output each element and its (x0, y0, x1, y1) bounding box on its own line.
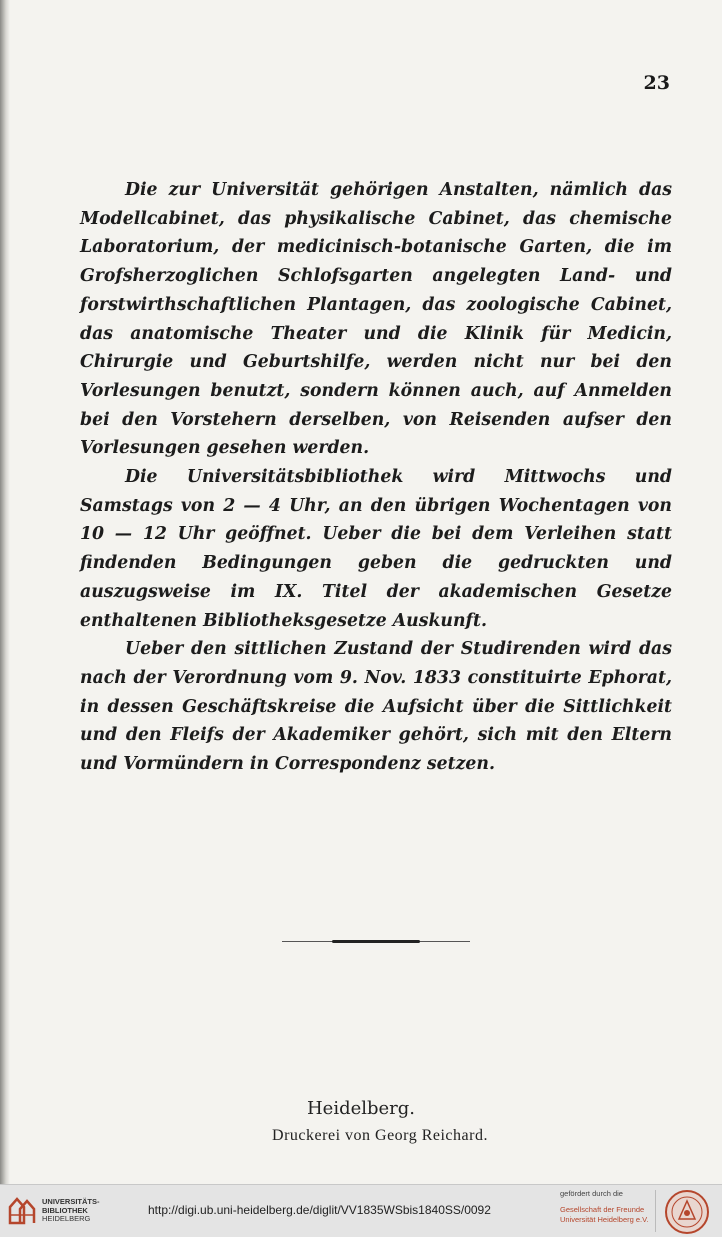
library-name[interactable] (42, 1198, 100, 1224)
sponsor-label: gefördert durch die (560, 1189, 623, 1198)
university-library-logo-icon[interactable] (8, 1195, 36, 1225)
sponsor-name-line2: Universität Heidelberg e.V. (560, 1214, 649, 1224)
imprint-printer: Druckerei von Georg Reichard. (272, 1127, 488, 1144)
library-name-line3: HEIDELBERG (42, 1214, 91, 1223)
divider-thick-rule (332, 940, 420, 943)
paragraph-library: Die Universitätsbibliothek wird Mittwochs und Samstags von 2 — 4 Uhr, an den übrigen Wochentagen von 10 — 12 Uhr geöffnet. Ueber die bei dem Verleihen statt findenden Bedingungen geben die gedruckten und auszugsweise im IX. Titel der akademischen Gesetze enthaltenen Bibliotheksgesetze Auskunft. (80, 467, 672, 631)
viewer-footer-bar (0, 1184, 722, 1237)
paragraph-ephorat: Ueber den sittlichen Zustand der Studirenden wird das nach der Verordnung vom 9. Nov. 1833 constituirte Ephorat, in dessen Geschäftskreise die Aufsicht über die Sittlichkeit und den Fleifs der Akademiker gehört, sich mit den Eltern und Vormündern in Correspondenz setzen. (80, 639, 672, 775)
permalink-url[interactable]: http://digi.ub.uni-heidelberg.de/diglit/VV1835WSbis1840SS/0092 (148, 1203, 491, 1217)
body-text (80, 176, 672, 779)
ornamental-divider (282, 939, 470, 944)
imprint-place: Heidelberg. (306, 1098, 416, 1119)
university-seal-icon (664, 1189, 710, 1235)
paragraph-institutions: Die zur Universität gehörigen Anstalten, nämlich das Modellcabinet, das physikalische Cabinet, das chemische Laboratorium, der medicinisch-botanische Garten, die im Grofsherzoglichen Schlofsgarten angelegten Land- und forstwirthschaftlichen Plantagen, das zoologische Cabinet, das anatomische Theater und die Klinik für Medicin, Chirurgie und Geburtshilfe, werden nicht nur bei den Vorlesungen benutzt, sondern können auch, auf Anmelden bei den Vorstehern derselben, von Reisenden aufser den Vorlesungen gesehen werden. (80, 180, 672, 459)
library-name-line2: BIBLIOTHEK (42, 1205, 88, 1215)
sponsor-separator (655, 1190, 656, 1232)
sponsor-name[interactable] (560, 1205, 649, 1224)
page-number: 23 (643, 72, 670, 94)
sponsor-name-line1: Gesellschaft der Freunde (560, 1205, 645, 1214)
library-name-line1: UNIVERSITÄTS- (42, 1197, 100, 1206)
page-edge-shadow (0, 0, 10, 1184)
